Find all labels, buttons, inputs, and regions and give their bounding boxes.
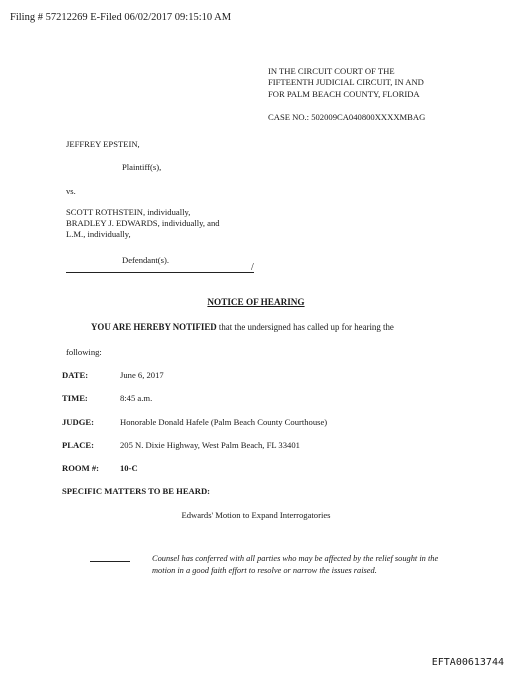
matters-heading: SPECIFIC MATTERS TO BE HEARD: xyxy=(62,486,211,496)
place-label: PLACE: xyxy=(62,440,94,450)
motion-title: Edwards' Motion to Expand Interrogatories xyxy=(181,510,331,520)
intro-text: that the undersigned has called up for hearing the xyxy=(216,322,394,332)
plaintiff-name: JEFFREY EPSTEIN, xyxy=(66,139,140,149)
intro-bold: YOU ARE HEREBY NOTIFIED xyxy=(91,322,217,332)
court-caption xyxy=(268,66,424,100)
notice-intro xyxy=(91,322,394,332)
room-value: 10-C xyxy=(120,463,138,473)
court-line: IN THE CIRCUIT COURT OF THE xyxy=(268,66,395,76)
date-value: June 6, 2017 xyxy=(120,370,164,380)
conferral-blank-line xyxy=(90,561,130,562)
following-label: following: xyxy=(66,347,102,357)
defendant-name: L.M., individually, xyxy=(66,229,131,240)
caption-rule xyxy=(66,272,254,273)
defendants-list xyxy=(66,207,220,241)
judge-value: Honorable Donald Hafele (Palm Beach County Courthouse) xyxy=(120,417,328,427)
court-line: FIFTEENTH JUDICIAL CIRCUIT, IN AND xyxy=(268,77,424,88)
defendant-name: SCOTT ROTHSTEIN, individually, xyxy=(66,207,191,217)
conferral-statement: Counsel has conferred with all parties who may be affected by the relief sought in the motion in a good faith effort to resolve or narrow the issues raised. xyxy=(152,554,439,575)
notice-title: NOTICE OF HEARING xyxy=(207,297,305,307)
time-label: TIME: xyxy=(62,393,88,403)
time-value: 8:45 a.m. xyxy=(120,393,153,403)
place-value: 205 N. Dixie Highway, West Palm Beach, FL 33401 xyxy=(120,440,300,450)
plaintiff-role: Plaintiff(s), xyxy=(122,162,162,172)
defendant-name: BRADLEY J. EDWARDS, individually, and xyxy=(66,218,220,229)
court-line: FOR PALM BEACH COUNTY, FLORIDA xyxy=(268,88,420,99)
bates-number: EFTA00613744 xyxy=(431,657,504,668)
defendant-role: Defendant(s). xyxy=(122,255,170,265)
versus: vs. xyxy=(66,186,76,196)
caption-slash: / xyxy=(251,262,254,273)
date-label: DATE: xyxy=(62,370,89,380)
judge-label: JUDGE: xyxy=(62,417,94,427)
filing-header: Filing # 57212269 E-Filed 06/02/2017 09:15:10 AM xyxy=(10,12,232,23)
room-label: ROOM #: xyxy=(62,463,99,473)
case-number: CASE NO.: 502009CA040800XXXXMBAG xyxy=(268,112,426,122)
